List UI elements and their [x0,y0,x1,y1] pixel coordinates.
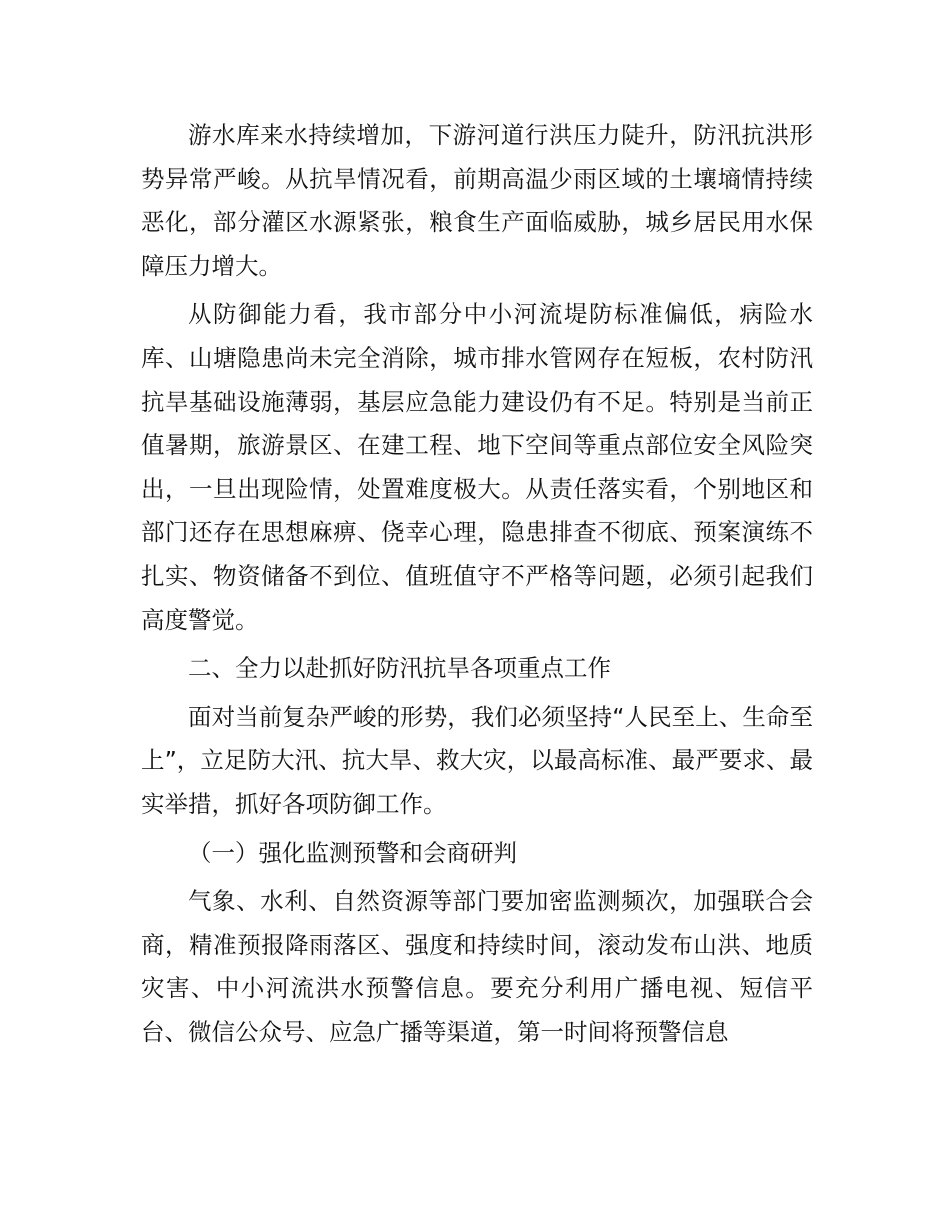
paragraph-principles: 面对当前复杂严峻的形势，我们必须坚持“人民至上、生命至上”，立足防大汛、抗大旱、救大灾，以最高标准、最严要求、最实举措，抓好各项防御工作。 [141,702,813,818]
paragraph-flood-drought-situation: 游水库来水持续增加，下游河道行洪压力陡升，防汛抗洪形势异常严峻。从抗旱情况看，前期高温少雨区域的土壤墒情持续恶化，部分灌区水源紧张，粮食生产面临威胁，城乡居民用水保障压力增大。 [141,121,813,280]
subsection-heading-monitoring: （一）强化监测预警和会商研判 [188,838,517,867]
paragraph-defense-capability: 从防御能力看，我市部分中小河流堤防标准偏低，病险水库、山塘隐患尚未完全消除，城市排水管网存在短板，农村防汛抗旱基础设施薄弱，基层应急能力建设仍有不足。特别是当前正值暑期，旅游景区、在建工程、地下空间等重点部位安全风险突出，一旦出现险情，处置难度极大。从责任落实看，个别地区和部门还存在思想麻痹、侥幸心理，隐患排查不彻底、预案演练不扎实、物资储备不到位、值班值守不严格等问题，必须引起我们高度警觉。 [141,300,813,634]
document-body [141,114,813,1054]
paragraph-monitoring-warning: 气象、水利、自然资源等部门要加密监测频次，加强联合会商，精准预报降雨落区、强度和持续时间，滚动发布山洪、地质灾害、中小河流洪水预警信息。要充分利用广播电视、短信平台、微信公众号、应急广播等渠道，第一时间将预警信息 [141,887,813,1046]
section-heading-key-work: 二、全力以赴抓好防汛抗旱各项重点工作 [188,654,611,683]
